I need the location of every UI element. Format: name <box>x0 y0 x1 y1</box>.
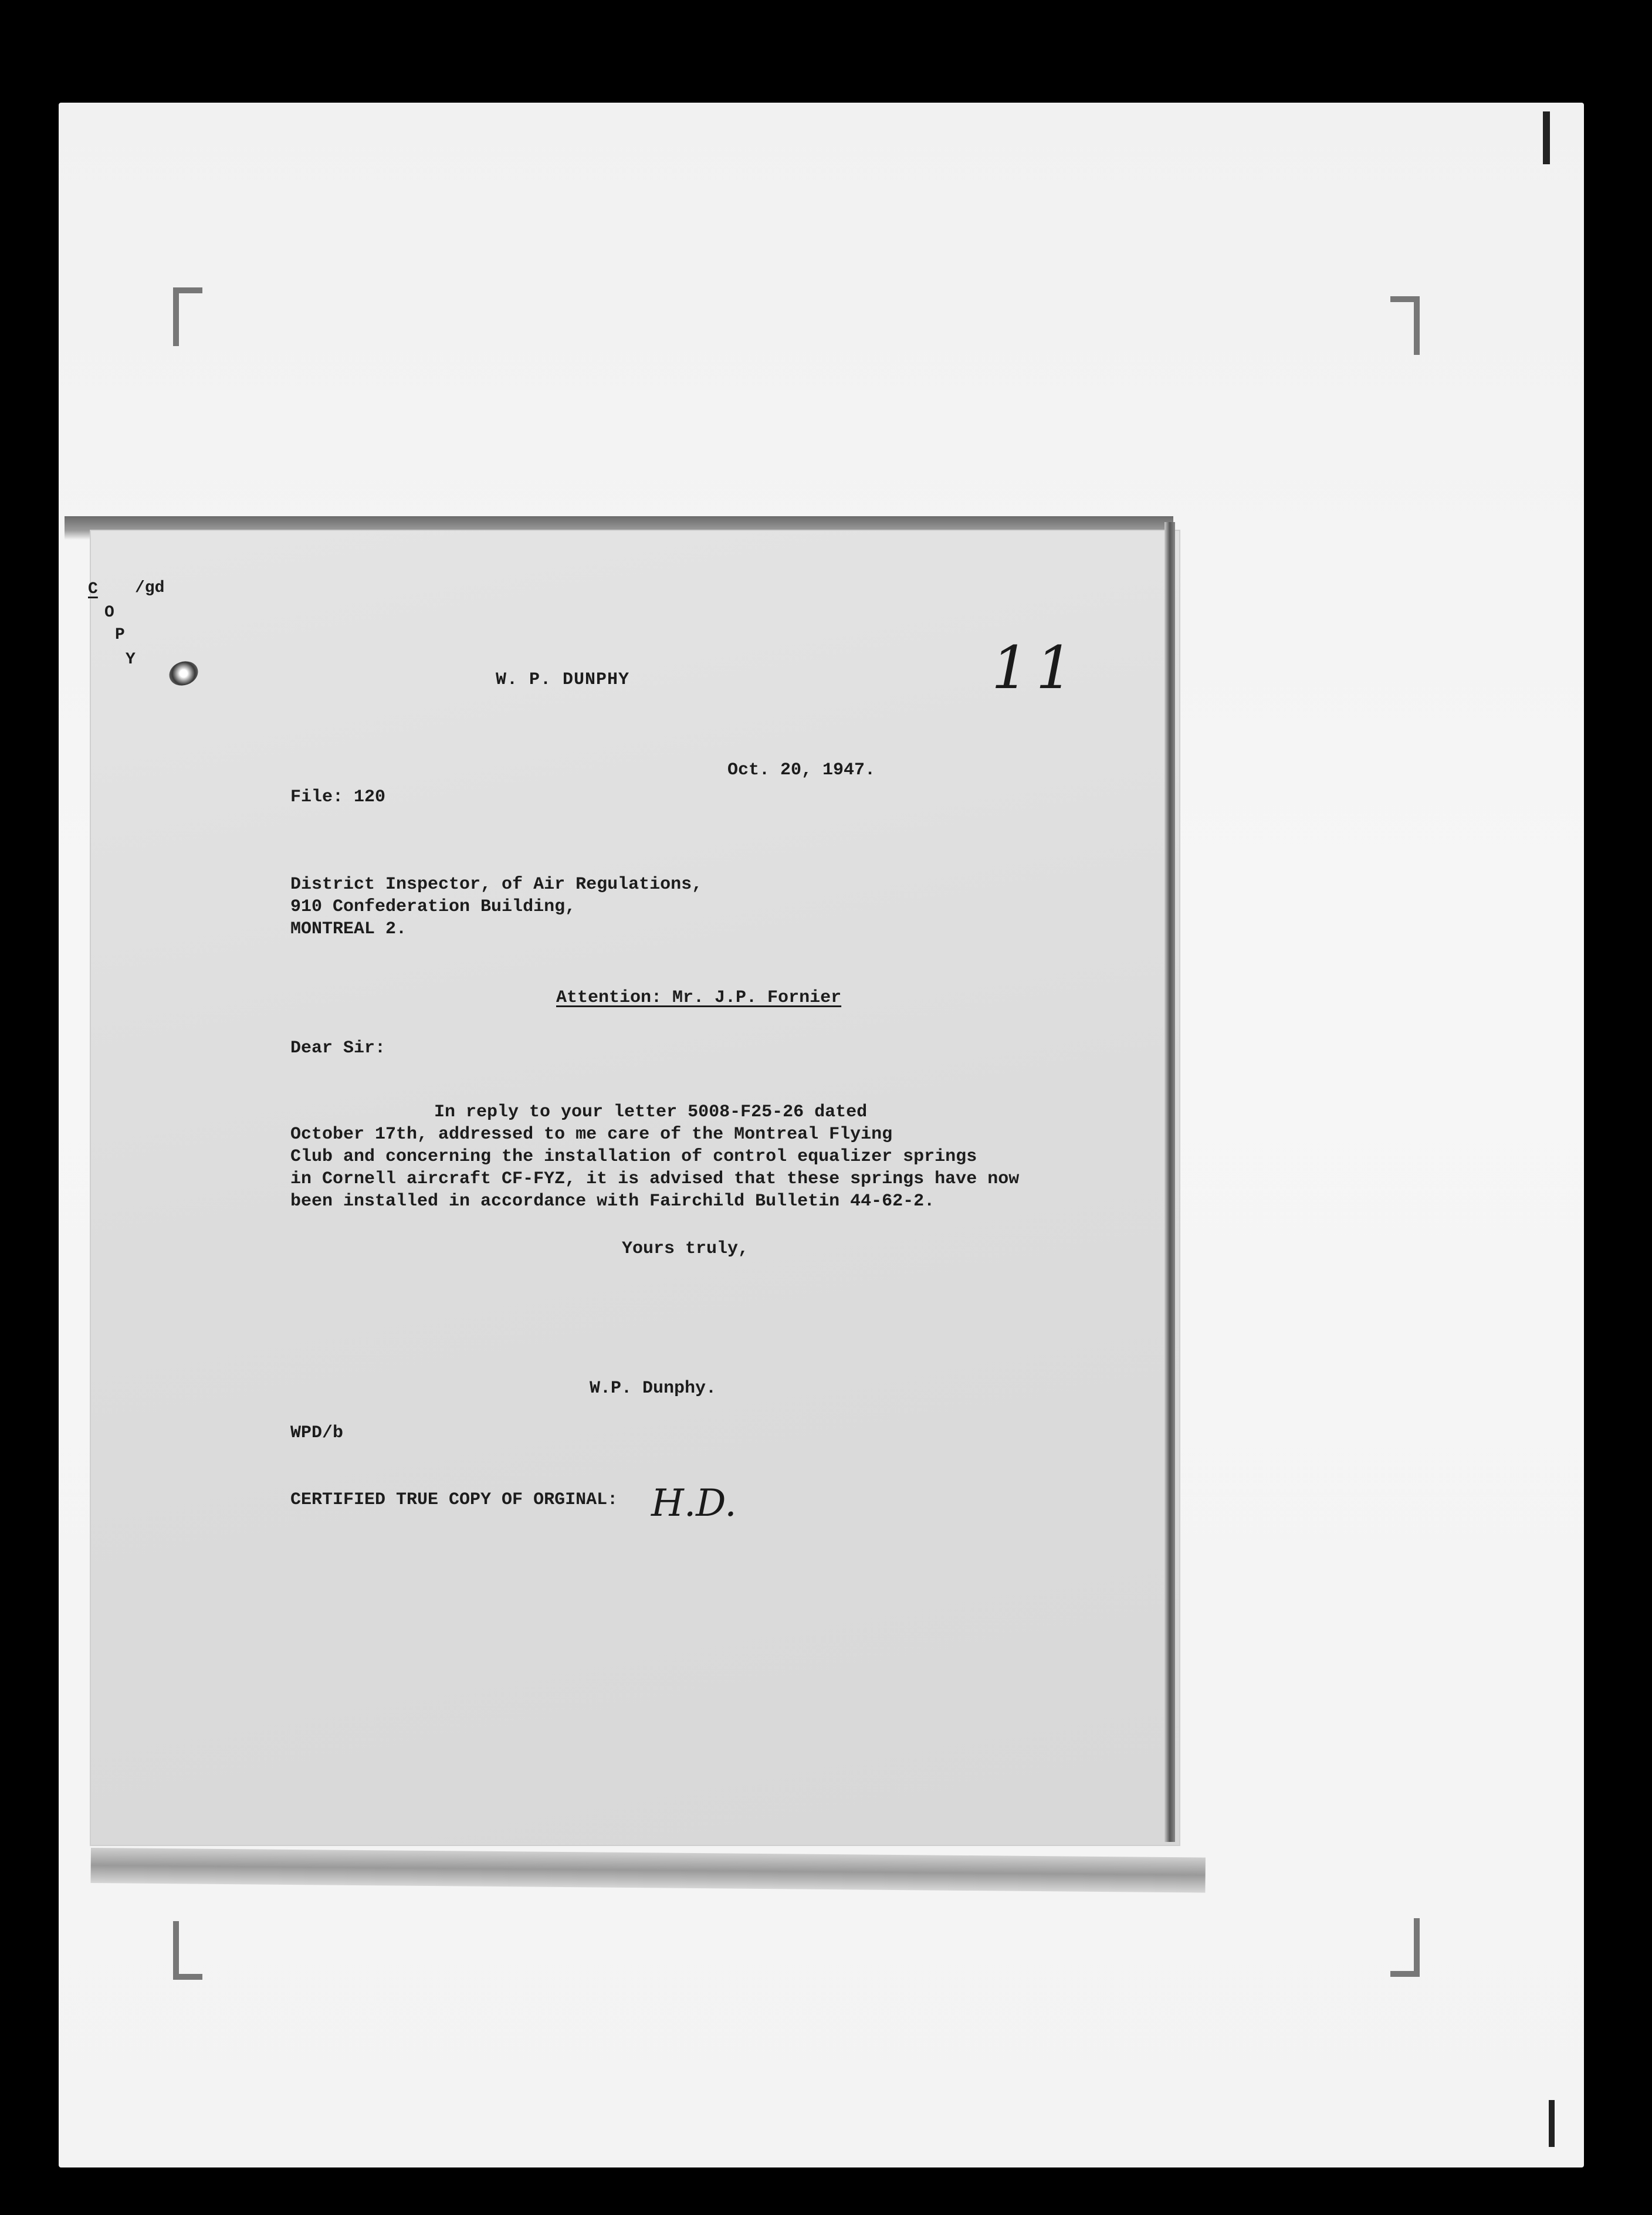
copy-stamp-gd: /gd <box>135 579 165 597</box>
crop-mark-bottom-left <box>173 1921 202 1980</box>
body-line: In reply to your letter 5008-F25-26 dated <box>434 1102 868 1122</box>
certification-initials: H.D. <box>651 1482 737 1525</box>
frame-edge-mark <box>1543 111 1550 164</box>
sheet-right-edge <box>1164 522 1175 1842</box>
letter-date: Oct. 20, 1947. <box>727 760 876 780</box>
copy-stamp-p: P <box>115 626 125 644</box>
signature-name: W.P. Dunphy. <box>590 1379 717 1398</box>
crop-mark-top-right <box>1390 296 1420 355</box>
crop-mark-top-left <box>173 287 202 346</box>
address-line: 910 Confederation Building, <box>290 897 576 917</box>
file-number: File: 120 <box>290 787 386 807</box>
closing: Yours truly, <box>622 1239 749 1259</box>
copy-stamp-c: C <box>88 580 98 598</box>
salutation: Dear Sir: <box>290 1038 386 1058</box>
frame-edge-mark <box>1549 2100 1555 2147</box>
body-line: been installed in accordance with Fairchild Bulletin 44-62-2. <box>290 1191 935 1211</box>
crop-mark-bottom-right <box>1390 1918 1420 1977</box>
copy-stamp-y: Y <box>126 651 136 669</box>
address-line: District Inspector, of Air Regulations, <box>290 875 703 895</box>
attention-line: Attention: Mr. J.P. Fornier <box>556 988 842 1008</box>
copy-stamp-o: O <box>104 604 114 622</box>
body-line: in Cornell aircraft CF-FYZ, it is advised that these springs have now <box>290 1169 1020 1189</box>
letterhead: W. P. DUNPHY <box>496 670 630 690</box>
certification-line: CERTIFIED TRUE COPY OF ORGINAL: <box>290 1490 618 1510</box>
body-line: October 17th, addressed to me care of the Montreal Flying <box>290 1125 893 1144</box>
body-line: Club and concerning the installation of control equalizer springs <box>290 1147 977 1167</box>
handwritten-page-number: 11 <box>991 634 1081 702</box>
address-line: MONTREAL 2. <box>290 919 407 939</box>
reference-initials: WPD/b <box>290 1423 344 1443</box>
